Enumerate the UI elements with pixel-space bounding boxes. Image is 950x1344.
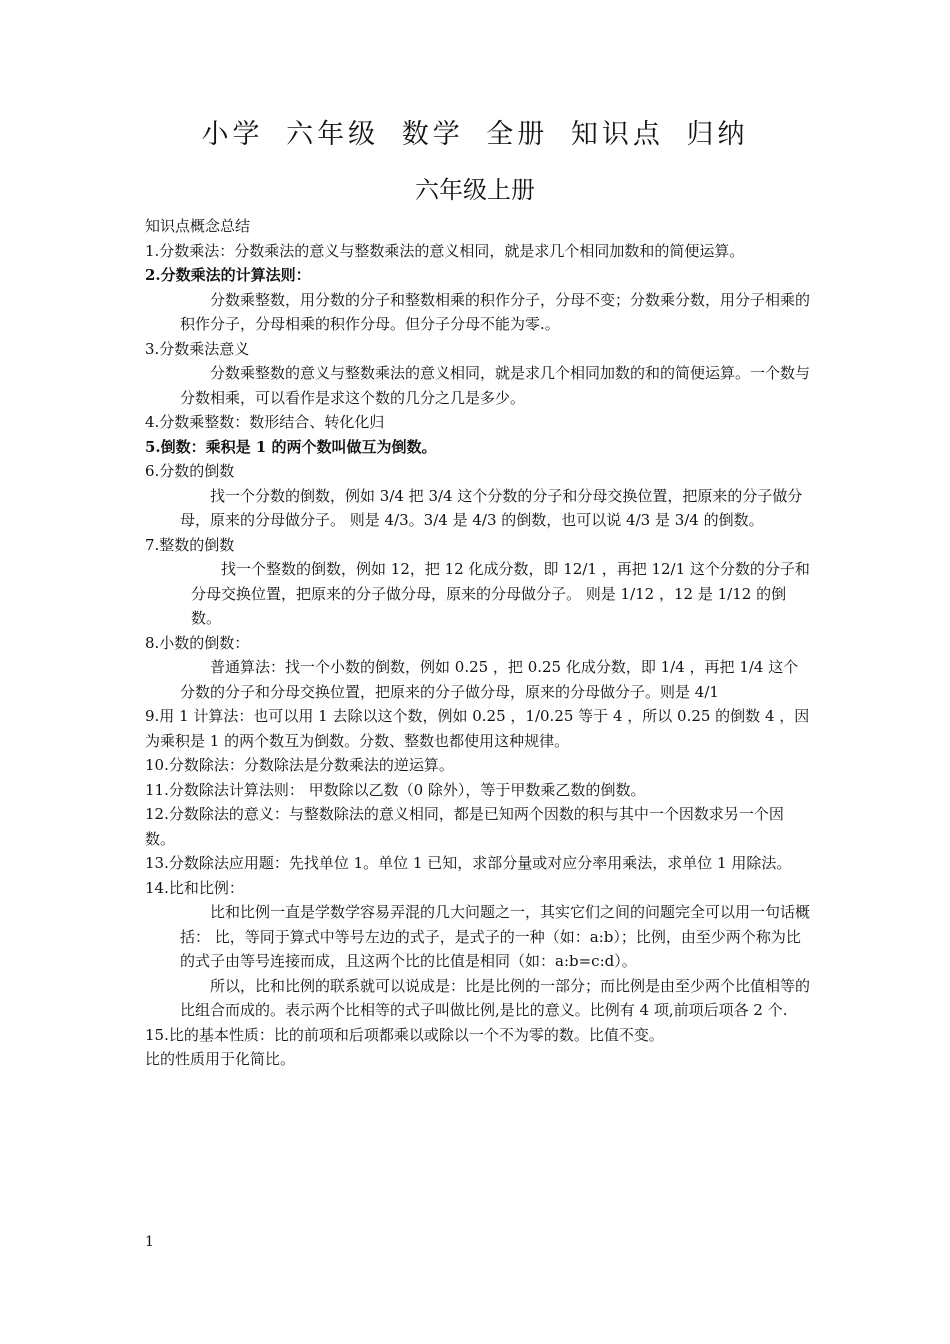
document-body <box>145 214 813 1072</box>
paragraph-5: 5.倒数：乘积是 1 的两个数叫做互为倒数。 <box>145 437 437 456</box>
paragraph-6-body: 找一个分数的倒数，例如 3/4 把 3/4 这个分数的分子和分母交换位置，把原来的分子做分母，原来的分母做分子。 则是 4/3。3/4 是 4/3 的倒数，也可以说 4/3 是 3/4 的倒数。 <box>180 486 803 529</box>
paragraph-7-heading: 7.整数的倒数 <box>145 535 235 554</box>
paragraph-10: 10.分数除法：分数除法是分数乘法的逆运算。 <box>145 756 454 774</box>
paragraph-2-heading: 2.分数乘法的计算法则： <box>145 266 311 284</box>
paragraph-8-body: 普通算法：找一个小数的倒数，例如 0.25 ，把 0.25 化成分数，即 1/4 ，再把 1/4 这个分数的分子和分母交换位置，把原来的分子做分母，原来的分母做分子。则是 4/1 <box>180 658 799 701</box>
paragraph-14-body-1: 比和比例一直是学数学容易弄混的几大问题之一，其实它们之间的问题完全可以用一句话概括： 比，等同于算式中等号左边的式子，是式子的一种（如：a:b）；比例，由至少两个称为比的式子由等号连接而成，且这两个比的比值是相同（如：a:b=c:d）。 <box>180 903 811 970</box>
paragraph-2-body: 分数乘整数，用分数的分子和整数相乘的积作分子，分母不变；分数乘分数，用分子相乘的积作分子，分母相乘的积作分母。但分子分母不能为零.。 <box>180 290 811 333</box>
paragraph-4: 4.分数乘整数：数形结合、转化化归 <box>145 413 385 431</box>
page-number: 1 <box>145 1234 154 1250</box>
paragraph-14-heading: 14.比和比例： <box>145 878 244 897</box>
paragraph-3-body: 分数乘整数的意义与整数乘法的意义相同，就是求几个相同加数的和的简便运算。一个数与分数相乘，可以看作是求这个数的几分之几是多少。 <box>180 364 811 407</box>
paragraph-15-tail: 比的性质用于化简比。 <box>145 1050 296 1068</box>
page-subtitle: 六年级上册 <box>415 176 535 204</box>
paragraph-14-body-2: 所以，比和比例的联系就可以说成是：比是比例的一部分；而比例是由至少两个比值相等的比组合而成的。表示两个比相等的式子叫做比例,是比的意义。比例有 4 项,前项后项各 2 个. <box>180 976 811 1019</box>
paragraph-9: 9.用 1 计算法：也可以用 1 去除以这个数，例如 0.25 ，1/0.25 等于 4 ，所以 0.25 的倒数 4 ，因为乘积是 1 的两个数互为倒数。分数、整数也都使用这种规律。 <box>145 707 810 750</box>
paragraph-8-heading: 8.小数的倒数： <box>145 633 250 652</box>
page-title: 小学 六年级 数学 全册 知识点 归纳 <box>201 119 749 150</box>
paragraph-6-heading: 6.分数的倒数 <box>145 462 235 480</box>
paragraph-1: 1.分数乘法：分数乘法的意义与整数乘法的意义相同，就是求几个相同加数和的简便运算。 <box>145 241 745 260</box>
paragraph-15: 15.比的基本性质：比的前项和后项都乘以或除以一个不为零的数。比值不变。 <box>145 1025 664 1044</box>
paragraph-13: 13.分数除法应用题：先找单位 1。单位 1 已知，求部分量或对应分率用乘法，求单位 1 用除法。 <box>145 854 792 872</box>
paragraph-7-body: 找一个整数的倒数，例如 12，把 12 化成分数，即 12/1 ，再把 12/1 这个分数的分子和分母交换位置，把原来的分子做分母，原来的分母做分子。 则是 1/12 ，12 是 1/12 的倒数。 <box>191 560 810 627</box>
paragraph-11: 11.分数除法计算法则： 甲数除以乙数（0 除外），等于甲数乘乙数的倒数。 <box>145 780 646 799</box>
paragraph-3-heading: 3.分数乘法意义 <box>145 339 250 358</box>
section-heading: 知识点概念总结 <box>145 217 251 235</box>
paragraph-12: 12.分数除法的意义：与整数除法的意义相同，都是已知两个因数的积与其中一个因数求另一个因数。 <box>145 805 784 848</box>
